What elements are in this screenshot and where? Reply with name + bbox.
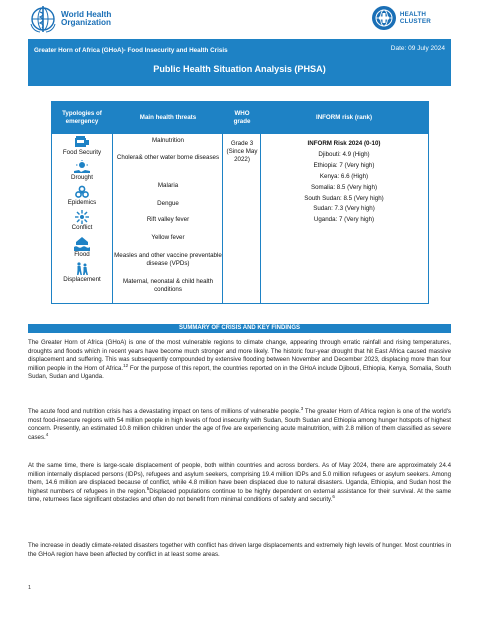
typology-food-security <box>52 135 112 156</box>
footnote-ref[interactable]: 12 <box>123 362 129 368</box>
report-date: Date: 09 July 2024 <box>390 45 445 52</box>
title-banner <box>28 39 451 86</box>
paragraph-2 <box>28 405 451 442</box>
health-threat: Cholera& other water borne diseases <box>116 154 220 161</box>
health-threat: Dengue <box>157 200 179 207</box>
who-grade-line3: 2022) <box>234 156 250 163</box>
header-who-line1: WHO <box>234 110 250 117</box>
table-header <box>52 102 428 134</box>
overview-table <box>51 101 429 304</box>
header-typologies-line1: Typologies of <box>62 110 102 117</box>
paragraph-text: The greater Horn of Africa region is one of the world's most food-insecure regions with 54 million people in high levels of food insecurity with Sudan, South Sudan and Ethiopia among hunger hotspots of highest concern. Presently, an estimated 10.8 million children under the age of five are experiencing acute malnutrition, with 2.8 million of them classified as severe cases. <box>28 408 451 441</box>
inform-row: Ethiopia: 7 (Very high) <box>313 161 375 169</box>
inform-risk-list <box>262 139 426 226</box>
food-security-icon <box>73 135 91 149</box>
header-inform: INFORM risk (rank) <box>315 114 373 121</box>
typology-displacement <box>52 262 112 283</box>
column-divider <box>112 134 113 303</box>
typology-conflict <box>52 210 112 231</box>
summary-heading: SUMMARY OF CRISIS AND KEY FINDINGS <box>28 324 451 333</box>
header-typologies-line2: emergency <box>65 118 99 125</box>
typology-label: Displacement <box>63 276 101 283</box>
footnote-ref[interactable]: 3 <box>300 405 304 411</box>
health-threat: Malnutrition <box>152 137 184 144</box>
inform-row: Sudan: 7.3 (Very high) <box>313 205 375 213</box>
who-grade-line2: (Since May <box>226 148 258 155</box>
inform-row: South Sudan: 8.5 (Very high) <box>304 194 384 202</box>
inform-row: Uganda: 7 (Very high) <box>313 216 375 224</box>
health-threat: Measles and other vaccine preventable disease (VPDs) <box>114 252 222 267</box>
drought-icon <box>73 160 91 174</box>
paragraph-text: The Greater Horn of Africa (GHoA) is one of the most vulnerable regions to climate change, appearing through erratic rainfall and rising temperatures, droughts and floods which in recent years have become much stronger and more likely. The historic four-year drought that hit East Africa caused massive displacement and suffering. This was subsequently compounded by extensive flooding between November and December 2023, displacing more than four million people in the Horn of Africa. <box>28 339 451 372</box>
paragraph-text: At the same time, there is large-scale displacement of people, both within countries and across borders. As of May 2024, there are approximately 24.4 million internally displaced persons (IDPs), refugees and asylum seekers, comprising 19.4 million IDPs and 5.0 million refugees or asylum seekers. Among them, 14.6 million are displaced because of conflict, while 4.8 million have been displaced due to natural disasters. Uganda, Ethiopia, and Sudan host the highest numbers of refugees in the region. <box>28 462 451 495</box>
inform-row: Djibouti: 4.9 (High) <box>318 150 370 158</box>
footnote-ref[interactable]: 4 <box>45 431 49 437</box>
typology-flood <box>52 235 112 258</box>
health-threat: Yellow fever <box>151 234 185 241</box>
epidemics-icon <box>73 185 91 199</box>
report-title: Public Health Situation Analysis (PHSA) <box>153 64 326 74</box>
paragraph-text: The acute food and nutrition crisis has a devastating impact on tens of millions of vulnerable people. <box>28 408 301 415</box>
header-threats: Main health threats <box>139 114 197 121</box>
displacement-icon <box>73 262 91 276</box>
paragraph-1 <box>28 339 451 382</box>
who-grade-line1: Grade 3 <box>230 140 254 147</box>
who-logo <box>28 4 111 34</box>
column-divider <box>260 134 261 303</box>
flood-icon <box>73 235 91 251</box>
header-who-grade <box>224 110 260 126</box>
paragraph-text: Displaced populations continue to be highly dependent on external assistance for their survival. At the same time, returnees face significant obstacles and often do not benefit from minimal conditions of safety and security. <box>28 487 451 503</box>
typology-label: Epidemics <box>67 199 97 206</box>
health-threat: Maternal, neonatal & child health conditions <box>122 278 214 293</box>
typology-epidemics <box>52 185 112 206</box>
typology-label: Food Security <box>62 149 102 156</box>
typologies-column <box>52 134 112 303</box>
health-cluster-logo <box>371 5 431 31</box>
typology-label: Conflict <box>71 224 93 231</box>
header-who-line2: grade <box>233 118 251 125</box>
health-cluster-emblem-icon <box>371 5 397 31</box>
conflict-icon <box>73 210 91 224</box>
cluster-name-line2: CLUSTER <box>399 18 431 25</box>
who-emblem-icon <box>28 4 58 34</box>
inform-row: Kenya: 6.6 (High) <box>319 172 369 180</box>
inform-title: INFORM Risk 2024 (0-10) <box>307 140 381 147</box>
header-typologies <box>52 110 112 126</box>
page-header <box>0 0 479 40</box>
who-name-line1: World Health <box>61 9 112 19</box>
cluster-name-line1: HEALTH <box>399 11 427 18</box>
paragraph-3 <box>28 462 451 505</box>
who-grade-value <box>224 140 260 164</box>
footnote-ref[interactable]: 5 <box>146 485 150 491</box>
typology-drought <box>52 160 112 181</box>
typology-label: Drought <box>70 174 93 181</box>
footnote-ref[interactable]: 6 <box>332 493 335 499</box>
paragraph-4: The increase in deadly climate-related disasters together with conflict has driven large displacements and extremely high levels of hunger. Most countries in the GHoA region have been affected by conflict in at least some areas. <box>28 542 451 558</box>
health-threat: Rift valley fever <box>146 216 190 223</box>
paragraph-text: For the purpose of this report, the countries reported on in the GHoA include Djibouti, Ethiopia, Kenya, Somalia, South Sudan, Sudan and Uganda. <box>28 364 452 380</box>
typology-label: Flood <box>74 251 90 258</box>
report-subtitle: Greater Horn of Africa (GHoA)- Food Insecurity and Health Crisis <box>34 47 228 54</box>
inform-row: Somalia: 8.5 (Very high) <box>310 183 378 191</box>
who-name-line2: Organization <box>61 18 112 27</box>
page-number: 1 <box>28 585 32 591</box>
health-threat: Malaria <box>157 182 179 189</box>
column-divider <box>222 134 223 303</box>
